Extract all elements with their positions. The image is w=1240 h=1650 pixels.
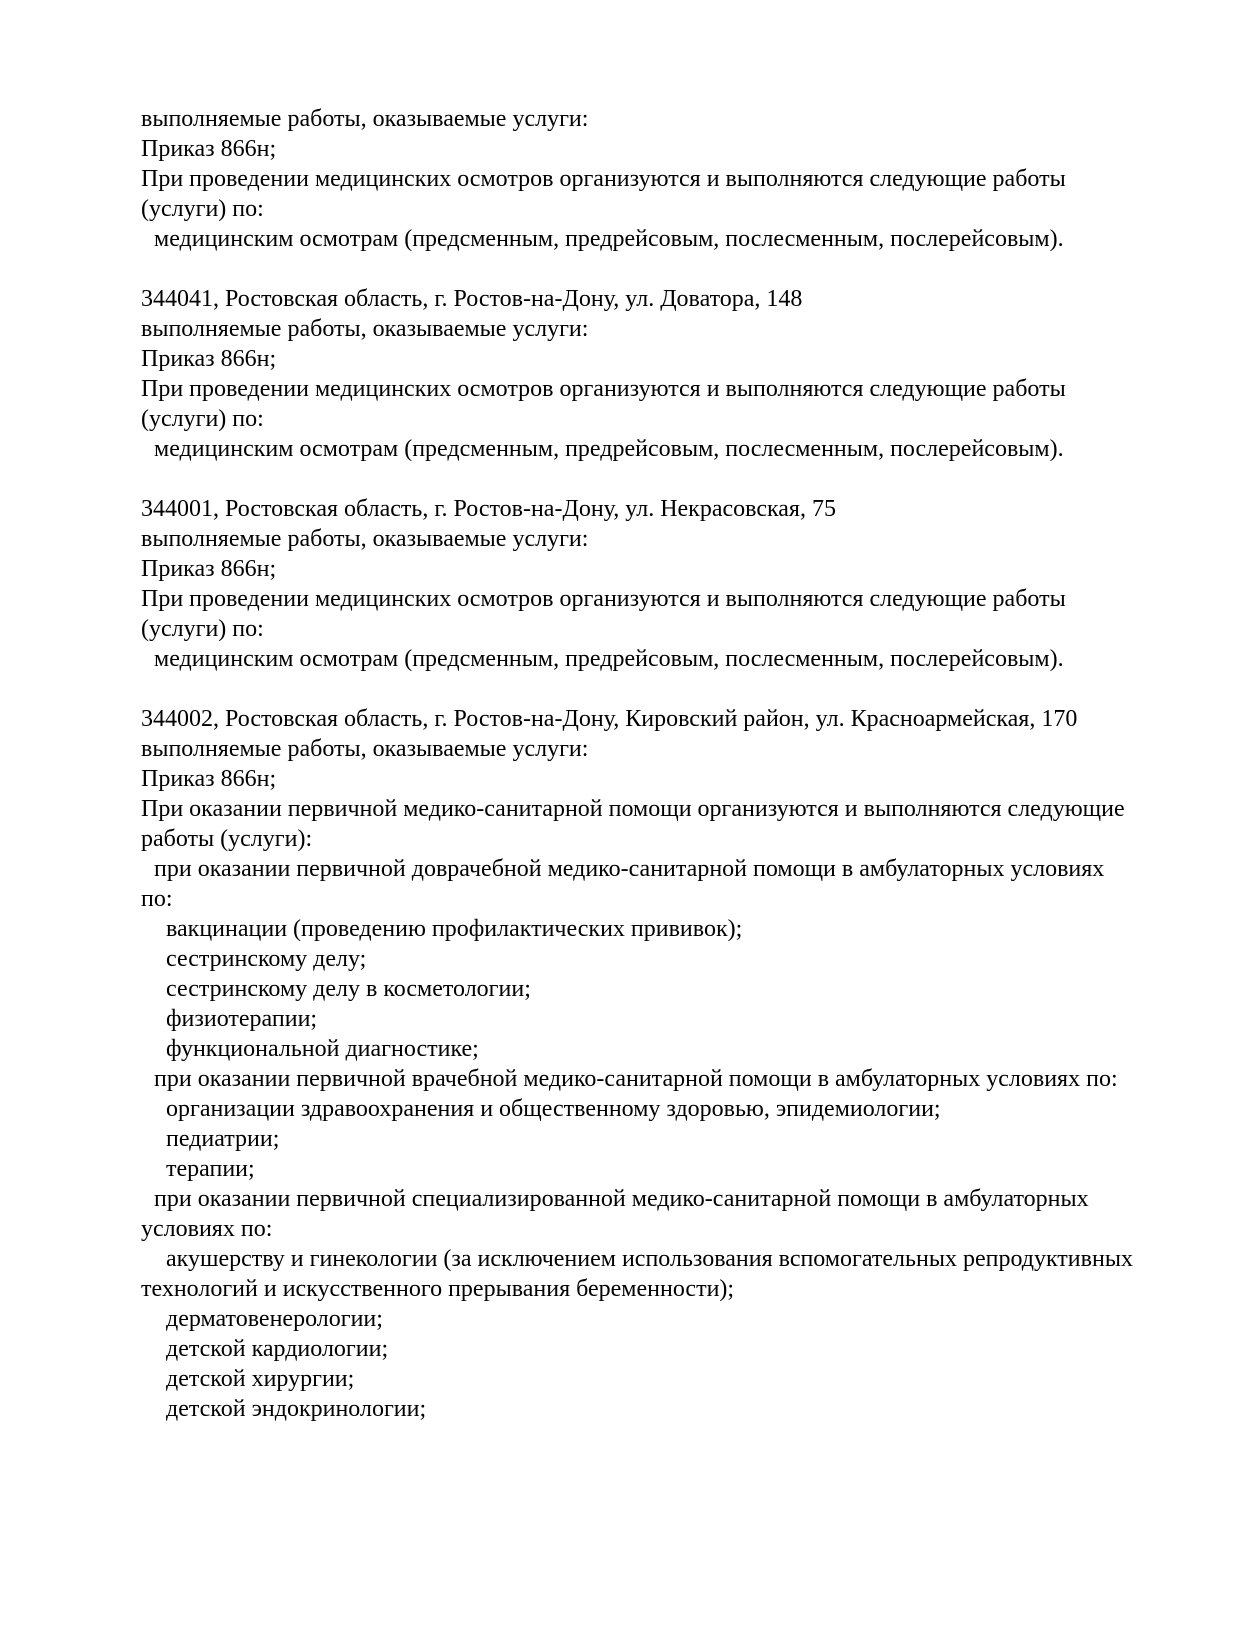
text-line: детской эндокринологии; bbox=[166, 1396, 427, 1422]
text-line: детской кардиологии; bbox=[166, 1336, 389, 1362]
text-line: медицинским осмотрам (предсменным, предрейсовым, послесменным, послерейсовым). bbox=[154, 436, 1064, 462]
license-section-2 bbox=[141, 284, 1180, 464]
text-line: При оказании первичной медико-санитарной помощи организуются и выполняются следующие bbox=[141, 796, 1125, 822]
text-line: 344001, Ростовская область, г. Ростов-на-Дону, ул. Некрасовская, 75 bbox=[141, 496, 836, 522]
text-line: выполняемые работы, оказываемые услуги: bbox=[141, 106, 589, 132]
text-line: терапии; bbox=[166, 1156, 255, 1182]
license-section-1 bbox=[141, 104, 1180, 254]
text-line: сестринскому делу; bbox=[166, 946, 367, 972]
text-line: (услуги) по: bbox=[141, 616, 264, 642]
text-line: по: bbox=[141, 886, 173, 912]
license-section-4 bbox=[141, 704, 1180, 1424]
text-line: (услуги) по: bbox=[141, 196, 264, 222]
text-line: акушерству и гинекологии (за исключением использования вспомогательных репродуктивных bbox=[166, 1246, 1133, 1272]
text-line: физиотерапии; bbox=[166, 1006, 318, 1032]
text-line: 344041, Ростовская область, г. Ростов-на-Дону, ул. Доватора, 148 bbox=[141, 286, 803, 312]
text-line: условиях по: bbox=[141, 1216, 273, 1242]
text-line: При проведении медицинских осмотров организуются и выполняются следующие работы bbox=[141, 376, 1066, 402]
text-line: выполняемые работы, оказываемые услуги: bbox=[141, 316, 589, 342]
text-line: при оказании первичной специализированной медико-санитарной помощи в амбулаторных bbox=[154, 1186, 1089, 1212]
text-line: организации здравоохранения и общественному здоровью, эпидемиологии; bbox=[166, 1096, 941, 1122]
text-line: (услуги) по: bbox=[141, 406, 264, 432]
text-line: при оказании первичной врачебной медико-санитарной помощи в амбулаторных условиях по: bbox=[154, 1066, 1118, 1092]
license-section-3 bbox=[141, 494, 1180, 674]
document-body bbox=[141, 104, 1180, 1424]
text-line: дерматовенерологии; bbox=[166, 1306, 383, 1332]
text-line: 344002, Ростовская область, г. Ростов-на-Дону, Кировский район, ул. Красноармейская, 170 bbox=[141, 706, 1078, 732]
text-line: выполняемые работы, оказываемые услуги: bbox=[141, 736, 589, 762]
text-line: медицинским осмотрам (предсменным, предрейсовым, послесменным, послерейсовым). bbox=[154, 646, 1064, 672]
text-line: При проведении медицинских осмотров организуются и выполняются следующие работы bbox=[141, 586, 1066, 612]
text-line: Приказ 866н; bbox=[141, 136, 277, 162]
text-line: При проведении медицинских осмотров организуются и выполняются следующие работы bbox=[141, 166, 1066, 192]
text-line: работы (услуги): bbox=[141, 826, 313, 852]
text-line: при оказании первичной доврачебной медико-санитарной помощи в амбулаторных условиях bbox=[154, 856, 1105, 882]
text-line: выполняемые работы, оказываемые услуги: bbox=[141, 526, 589, 552]
text-line: технологий и искусственного прерывания беременности); bbox=[141, 1276, 735, 1302]
text-line: медицинским осмотрам (предсменным, предрейсовым, послесменным, послерейсовым). bbox=[154, 226, 1064, 252]
text-line: педиатрии; bbox=[166, 1126, 280, 1152]
text-line: вакцинации (проведению профилактических прививок); bbox=[166, 916, 743, 942]
text-line: детской хирургии; bbox=[166, 1366, 355, 1392]
text-line: Приказ 866н; bbox=[141, 556, 277, 582]
text-line: Приказ 866н; bbox=[141, 346, 277, 372]
text-line: сестринскому делу в косметологии; bbox=[166, 976, 531, 1002]
text-line: функциональной диагностике; bbox=[166, 1036, 479, 1062]
text-line: Приказ 866н; bbox=[141, 766, 277, 792]
